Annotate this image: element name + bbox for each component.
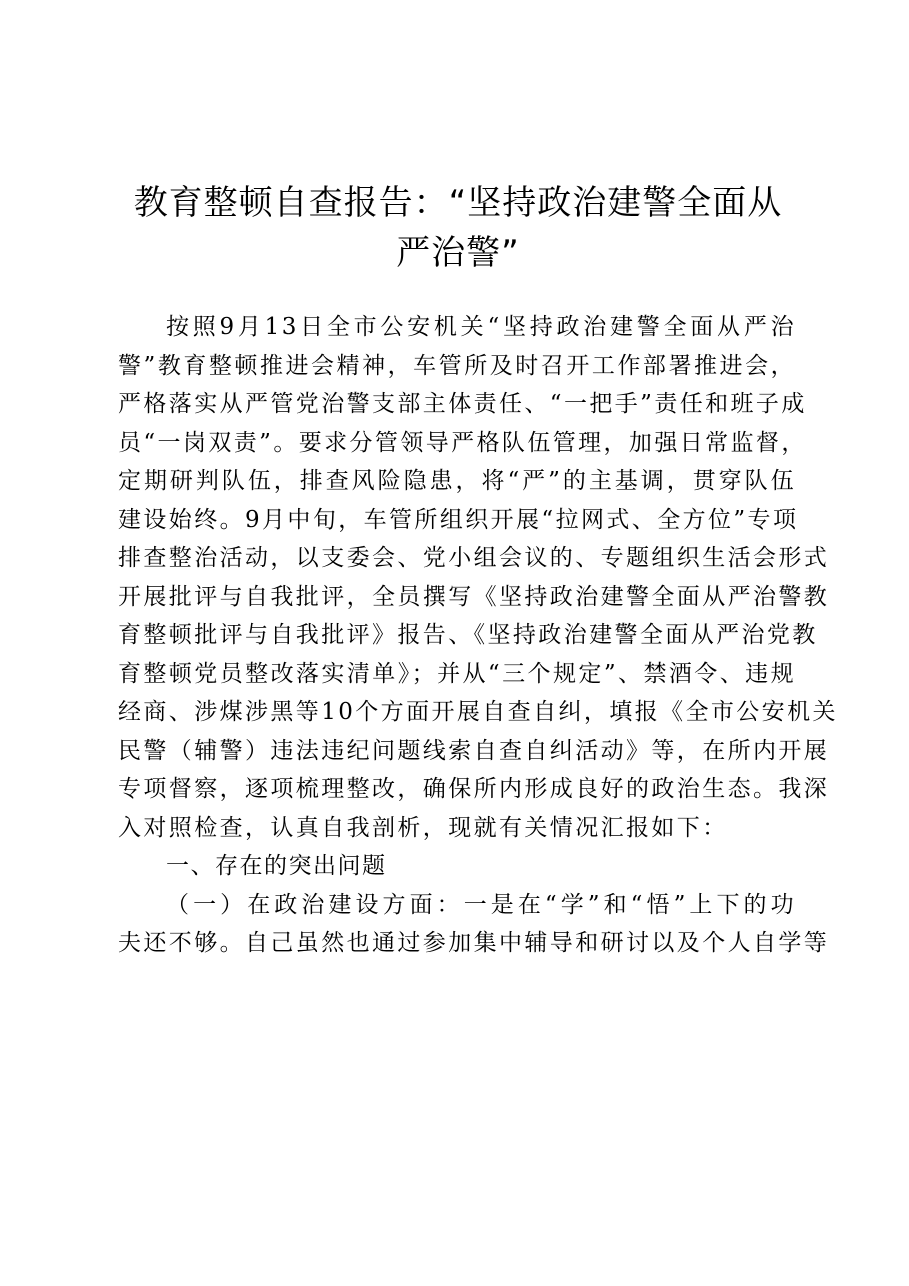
paragraph-line: 按照9月13日全市公安机关“坚持政治建警全面从严治	[166, 314, 796, 340]
paragraph-line: 警”教育整顿推进会精神，车管所及时召开工作部署推进会，	[118, 352, 796, 379]
title-line-2: 严治警”	[396, 233, 520, 273]
paragraph-line: 民警（辅警）违法违纪问题线索自查自纠活动》等，在所内开展	[118, 737, 830, 764]
title-line-1: 教育整顿自查报告：“坚持政治建警全面从	[133, 183, 783, 223]
document-body	[118, 308, 838, 963]
paragraph-line: 员“一岗双责”。要求分管领导严格队伍管理，加强日常监督，	[118, 429, 807, 456]
paragraph-line: 育整顿党员整改落实清单》；并从“三个规定”、禁酒令、违规	[118, 660, 796, 687]
paragraph-line: 夫还不够。自己虽然也通过参加集中辅导和研讨以及个人自学等	[118, 930, 830, 956]
section-heading: 一、存在的突出问题	[166, 853, 387, 879]
paragraph-line: 专项督察，逐项梳理整改，确保所内形成良好的政治生态。我深	[118, 776, 830, 802]
paragraph-line: 育整顿批评与自我批评》报告、《坚持政治建警全面从严治党教	[118, 622, 818, 648]
paragraph-line: 建设始终。9月中旬，车管所组织开展“拉网式、全方位”专项	[118, 506, 799, 533]
paragraph-line: 入对照检查，认真自我剖析，现就有关情况汇报如下：	[118, 814, 728, 841]
paragraph-line: 排查整治活动，以支委会、党小组会议的、专题组织生活会形式	[118, 545, 830, 571]
paragraph-line: 开展批评与自我批评，全员撰写《坚持政治建警全面从严治警教	[118, 583, 830, 610]
paragraph-line: （一）在政治建设方面：一是在“学”和“悟”上下的功	[166, 891, 796, 918]
paragraph-line: 定期研判队伍，排查风险隐患，将“严”的主基调，贯穿队伍	[118, 468, 796, 494]
document-title	[118, 178, 798, 278]
paragraph-line: 经商、涉煤涉黑等10个方面开展自查自纠，填报《全市公安机关	[118, 699, 838, 725]
paragraph-line: 严格落实从严管党治警支部主体责任、“一把手”责任和班子成	[118, 391, 807, 417]
